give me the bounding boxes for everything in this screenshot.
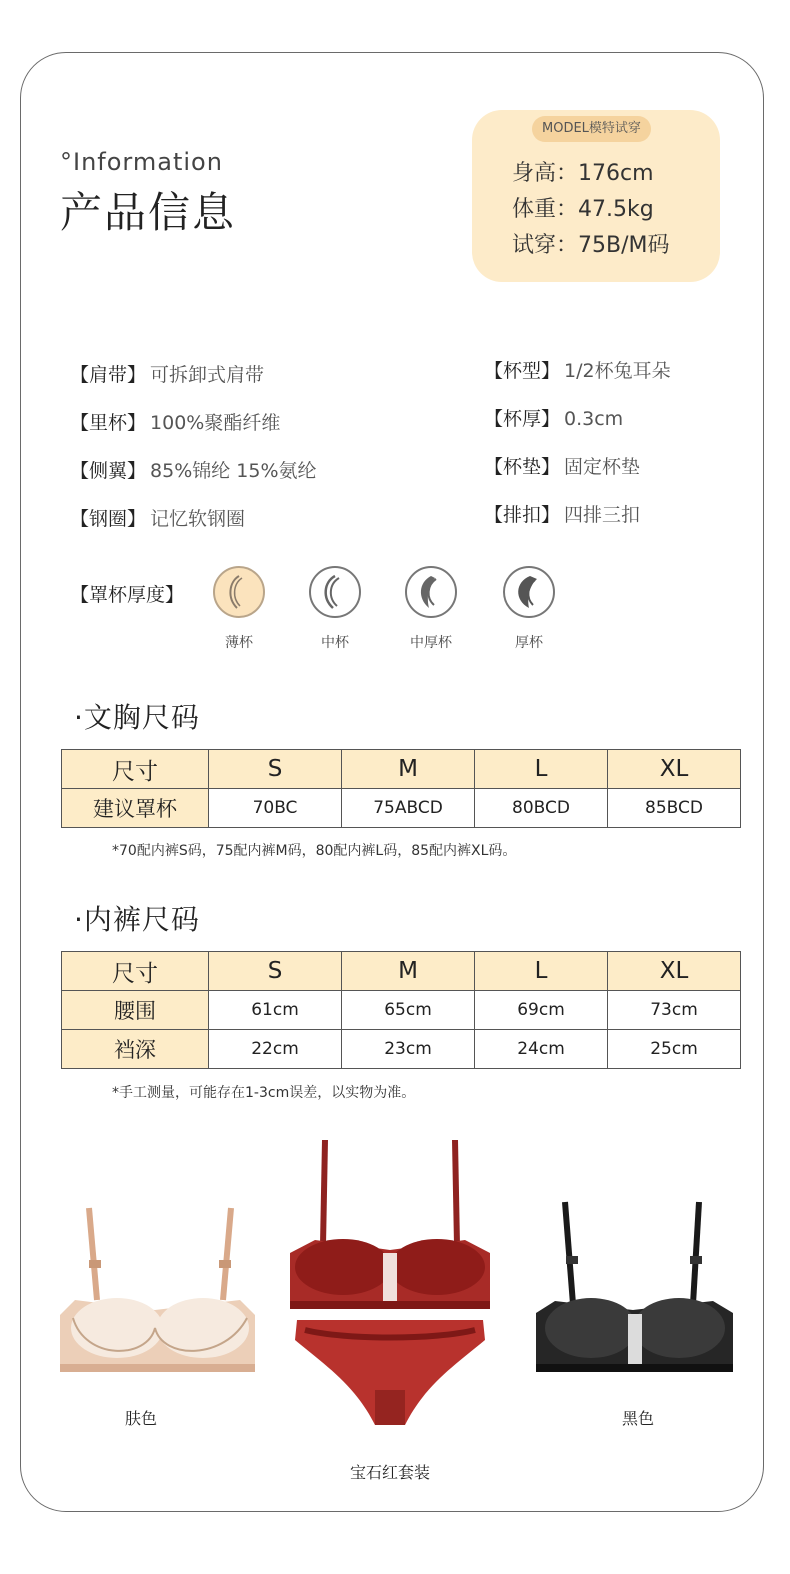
table-cell: 61cm: [209, 991, 342, 1030]
bra-size-header-row: [62, 750, 741, 789]
table-row: [62, 789, 741, 828]
spec-cup-thickness: 【杯厚】 0.3cm: [484, 408, 624, 430]
spec-strap: 【肩带】 可拆卸式肩带: [70, 364, 265, 386]
table-header-cell: L: [475, 952, 608, 991]
table-cell: 85BCD: [608, 789, 741, 828]
panty-size-header-row: [62, 952, 741, 991]
cup-thickness-title: 【罩杯厚度】: [70, 584, 185, 606]
model-weight: 体重：47.5kg: [512, 197, 654, 222]
table-header-cell: S: [209, 750, 342, 789]
bra-size-note: *70配内裤S码，75配内裤M码，80配内裤L码，85配内裤XL码。: [112, 843, 517, 859]
table-cell: 65cm: [342, 991, 475, 1030]
cup-medium-thick-label: 中厚杯: [410, 635, 452, 651]
table-header-cell: M: [342, 750, 475, 789]
information-heading-en: °Information: [60, 148, 223, 176]
spec-underwire: 【钢圈】 记忆软钢圈: [70, 508, 246, 530]
ruby-set-image: [285, 1135, 495, 1440]
model-fit-box: [472, 110, 720, 282]
ruby-set-label: 宝石红套装: [350, 1463, 431, 1482]
model-height: 身高：176cm: [512, 161, 654, 186]
information-heading-cn: 产品信息: [60, 188, 237, 237]
model-fit-size: 试穿：75B/M码: [512, 233, 670, 258]
row-header-cell: 腰围: [62, 991, 209, 1030]
bra-size-table: [61, 749, 741, 828]
nude-color-label: 肤色: [125, 1409, 158, 1428]
cup-medium-thick: [401, 566, 461, 652]
table-header-cell: M: [342, 952, 475, 991]
cup-medium-label: 中杯: [321, 635, 349, 651]
table-header-cell: 尺寸: [62, 952, 209, 991]
cup-thin-label: 薄杯: [225, 635, 253, 651]
cup-thin-icon: [213, 566, 265, 618]
row-header-cell: 裆深: [62, 1030, 209, 1069]
panty-size-table: [61, 951, 741, 1069]
spec-hook-closure: 【排扣】 四排三扣: [484, 504, 641, 526]
table-cell: 69cm: [475, 991, 608, 1030]
table-cell: 80BCD: [475, 789, 608, 828]
table-header-cell: XL: [608, 952, 741, 991]
spec-lining: 【里杯】 100%聚酯纤维: [70, 412, 281, 434]
cup-medium-icon: [309, 566, 361, 618]
nude-bra-image: [55, 1200, 260, 1380]
table-row: [62, 991, 741, 1030]
cup-medium-thick-icon: [405, 566, 457, 618]
cup-thin: [209, 566, 269, 652]
table-cell: 70BC: [209, 789, 342, 828]
black-color-label: 黑色: [622, 1409, 655, 1428]
cup-thick-icon: [503, 566, 555, 618]
table-header-cell: L: [475, 750, 608, 789]
table-cell: 75ABCD: [342, 789, 475, 828]
table-cell: 24cm: [475, 1030, 608, 1069]
black-bra-image: [533, 1198, 738, 1380]
table-row: [62, 1030, 741, 1069]
spec-cup-pad: 【杯垫】 固定杯垫: [484, 456, 641, 478]
spec-side-wing: 【侧翼】 85%锦纶 15%氨纶: [70, 460, 317, 482]
table-header-cell: S: [209, 952, 342, 991]
table-cell: 73cm: [608, 991, 741, 1030]
cup-medium: [305, 566, 365, 652]
table-cell: 25cm: [608, 1030, 741, 1069]
table-header-cell: 尺寸: [62, 750, 209, 789]
panty-size-title: ·内裤尺码: [74, 903, 200, 936]
row-header-cell: 建议罩杯: [62, 789, 209, 828]
table-cell: 23cm: [342, 1030, 475, 1069]
table-header-cell: XL: [608, 750, 741, 789]
cup-thick-label: 厚杯: [515, 635, 543, 651]
cup-thick: [499, 566, 559, 652]
model-tag: MODEL模特试穿: [532, 116, 651, 142]
bra-size-title: ·文胸尺码: [74, 701, 200, 734]
panty-size-note: *手工测量，可能存在1-3cm误差，以实物为准。: [112, 1085, 416, 1101]
spec-cup-type: 【杯型】 1/2杯兔耳朵: [484, 360, 671, 382]
table-cell: 22cm: [209, 1030, 342, 1069]
